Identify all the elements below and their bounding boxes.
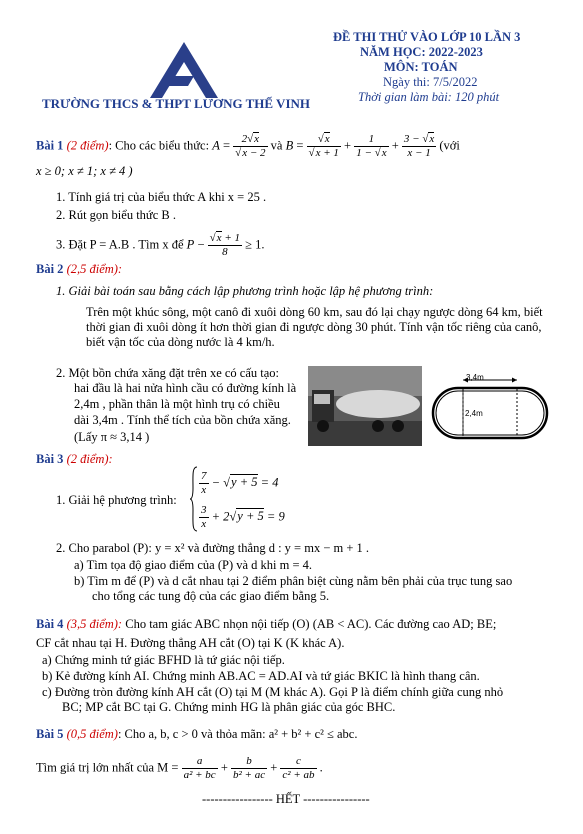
q1-item-1: 1. Tính giá trị của biểu thức A khi x = 25 . <box>56 190 267 204</box>
system-eq-2: $\frac{3}{x}$ + 2√y + 5 = 9 <box>201 504 285 530</box>
q2-item-1-title: 1. Giải bài toán sau bằng cách lập phương trình hoặc lập hệ phương trình: <box>56 284 434 298</box>
q1-conditions: x ≥ 0; x ≠ 1; x ≠ 4 ) <box>36 164 133 178</box>
q5-line-2: Tìm giá trị lớn nhất của M = $\frac{a}{\text{a² + bc}}$ + $\frac{b}{\text{b² + ac}}$ + $\frac{c}{\text{c² + ab}}$ . <box>36 755 323 781</box>
q2-item-2-line-1: 2. Một bồn chứa xăng đặt trên xe có cấu tạo: <box>56 366 280 380</box>
q2-item-2-line-4: dài 3,4m . Tính thể tích của bồn chứa xăng. <box>74 413 291 427</box>
q3-sub-b-line-1: b) Tìm m để (P) và d cắt nhau tại 2 điểm phân biệt cùng nằm bên phải của trục tung sao <box>74 574 513 588</box>
q3-sub-a: a) Tìm tọa độ giao điểm của (P) và d khi m = 4. <box>74 558 313 572</box>
school-name: TRƯỜNG THCS & THPT LƯƠNG THẾ VINH <box>42 96 310 111</box>
exam-title: ĐỀ THI THỬ VÀO LỚP 10 LẦN 3 <box>333 30 521 44</box>
q2-item-2-line-3: 2,4m , phần thân là một hình trụ có chiều <box>74 397 280 411</box>
q2-header: Bài 2 (2,5 điểm): <box>36 262 123 276</box>
q1-item-3: 3. Đặt P = A.B . Tìm x để P − $\frac{√x + 1}{8}$ ≥ 1. <box>56 232 265 258</box>
end-marker: ----------------- HẾT ---------------- <box>202 792 370 806</box>
tank-diagram <box>425 368 555 446</box>
system-eq-1: $\frac{7}{x}$ − √y + 5 = 4 <box>201 470 279 496</box>
q3-item-2: 2. Cho parabol (P): y = x² và đường thẳng d : y = mx − m + 1 . <box>56 541 370 555</box>
exam-duration: Thời gian làm bài: 120 phút <box>358 90 500 104</box>
tank-diameter-label: 2,4m <box>465 409 483 418</box>
q4-part-b: b) Kẻ đường kính AI. Chứng minh AB.AC = AD.AI và tứ giác BKIC là hình thang cân. <box>42 669 480 683</box>
q2-item-2-line-2: hai đầu là hai nửa hình cầu có đường kính là <box>74 381 297 395</box>
q5-line-1: Bài 5 (0,5 điểm): Cho a, b, c > 0 và thỏa mãn: a² + b² + c² ≤ abc. <box>36 727 358 741</box>
q1-item-2: 2. Rút gọn biểu thức B . <box>56 208 176 222</box>
subject: MÔN: TOÁN <box>384 60 458 74</box>
q4-part-c-line-1: c) Đường tròn đường kính AH cắt (O) tại M (M khác A). Gọi P là điểm chính giữa cung nhỏ <box>42 685 504 699</box>
school-year: NĂM HỌC: 2022-2023 <box>360 45 483 59</box>
q3-sub-b-line-2: cho tổng các tung độ của các giao điểm bằng 5. <box>92 589 330 603</box>
q4-part-c-line-2: BC; MP cắt BC tại G. Chứng minh HG là phân giác của góc BHC. <box>62 700 396 714</box>
school-logo <box>148 40 220 100</box>
q3-header: Bài 3 (2 điểm): <box>36 452 113 466</box>
q2-item-1-text: Trên một khúc sông, một canô đi xuôi dòng 60 km, sau đó lại chạy ngược dòng 64 km, biết thời gian đi xuôi dòng ít hơn thời gian đi ngược dòng 30 phút. Tính vận tốc riêng của canô, biết vận tốc của dòng nước là 4 km/h. <box>86 305 543 349</box>
q3-item-1: 1. Giải hệ phương trình: <box>56 493 177 507</box>
system-brace <box>189 466 199 532</box>
q1-header: Bài 1 (2 điểm): Cho các biểu thức: A = $\frac{2√x}{√x - 2}$ và B = $\frac{√x}{√x + 1}$ + $\frac{1}{1 - √x}$ + $\frac{3 - √x}{x - 1}$ (với <box>36 133 460 159</box>
exam-date: Ngày thi: 7/5/2022 <box>383 75 478 89</box>
tanker-truck-photo <box>308 366 422 446</box>
q2-item-2-line-5: (Lấy π ≈ 3,14 ) <box>74 430 150 444</box>
q4-part-a: a) Chứng minh tứ giác BFHD là tứ giác nội tiếp. <box>42 653 285 667</box>
q4-line-1: Bài 4 (3,5 điểm): Cho tam giác ABC nhọn nội tiếp (O) (AB < AC). Các đường cao AD; BE; <box>36 617 497 631</box>
tank-length-label: 3,4m <box>466 373 484 382</box>
q4-line-2: CF cắt nhau tại H. Đường thẳng AH cắt (O) tại K (K khác A). <box>36 636 345 650</box>
